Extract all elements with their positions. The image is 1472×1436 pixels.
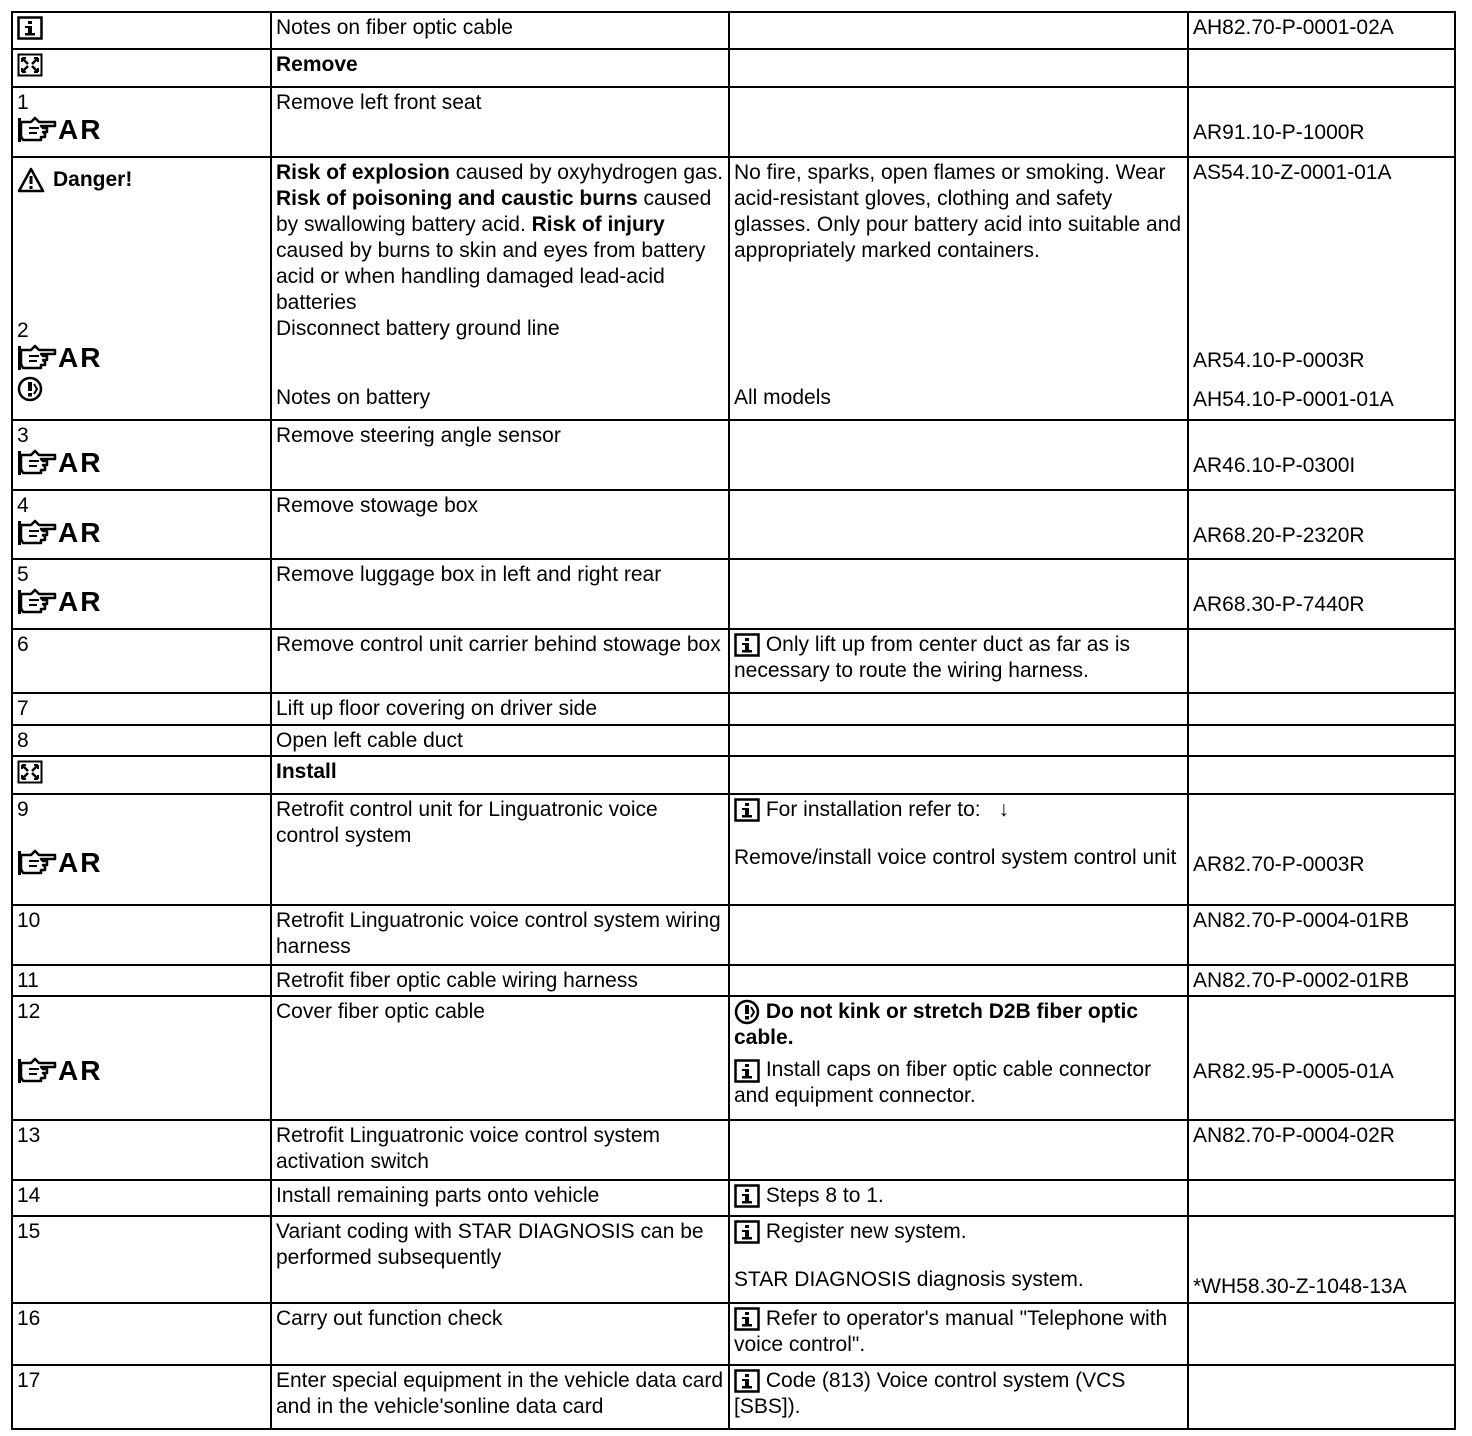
step-number: 8 — [12, 725, 271, 756]
reference-link[interactable]: AH54.10-P-0001-01A — [1193, 388, 1394, 411]
step-number: 7 — [12, 693, 271, 725]
table-row — [12, 12, 1455, 49]
ar-label: AR — [58, 586, 103, 617]
step-description: Lift up floor covering on driver side — [271, 693, 729, 725]
reference-link[interactable]: AR46.10-P-0300I — [1193, 454, 1356, 477]
danger-text: caused by swallowing battery acid. — [276, 187, 712, 236]
arrow-down-icon: ↓ — [998, 798, 1009, 821]
note-text: All models — [734, 386, 831, 409]
info-icon — [734, 633, 760, 657]
reference-link[interactable]: AR91.10-P-1000R — [1193, 121, 1365, 144]
step-number: 4 — [17, 494, 29, 517]
table-row — [12, 996, 1455, 1120]
danger-precautions: No fire, sparks, open flames or smoking. Wear acid-resistant gloves, clothing and safety glasses. Only pour battery acid into suitable and appropriately marked containers. — [734, 161, 1182, 262]
table-row — [12, 1216, 1455, 1303]
reference-link[interactable]: AN82.70-P-0004-02R — [1188, 1120, 1455, 1180]
step-number: 15 — [12, 1216, 271, 1303]
step-number: 17 — [12, 1365, 271, 1429]
table-row — [12, 1365, 1455, 1429]
info-icon — [734, 1220, 760, 1244]
tool-icon — [17, 53, 43, 77]
info-icon — [734, 1307, 760, 1331]
info-icon — [734, 1184, 760, 1208]
warning-text: Do not kink or stretch D2B fiber optic cable. — [734, 1000, 1139, 1050]
step-number: 14 — [12, 1180, 271, 1216]
note-text: Only lift up from center duct as far as is necessary to route the wiring harness. — [734, 633, 1130, 682]
reference-link[interactable]: AS54.10-Z-0001-01A — [1193, 161, 1392, 184]
step-description: Disconnect battery ground line — [276, 317, 560, 340]
danger-label: Danger! — [53, 168, 133, 191]
note-text: Install caps on fiber optic cable connector and equipment connector. — [734, 1058, 1152, 1108]
table-row — [12, 629, 1455, 693]
reference-link[interactable]: AN82.70-P-0002-01RB — [1188, 965, 1455, 996]
reference-link[interactable]: AH82.70-P-0001-02A — [1188, 12, 1455, 49]
info-icon — [734, 1059, 760, 1083]
table-row — [12, 157, 1455, 420]
step-description: Notes on battery — [276, 386, 431, 409]
step-description: Carry out function check — [271, 1303, 729, 1365]
table-row — [12, 1120, 1455, 1180]
step-description: Open left cable duct — [271, 725, 729, 756]
step-description: Retrofit Linguatronic voice control system activation switch — [271, 1120, 729, 1180]
note-text: Steps 8 to 1. — [765, 1184, 884, 1207]
hand-pointer-icon — [17, 849, 57, 877]
section-heading-install: Install — [271, 756, 729, 794]
hand-pointer-icon — [17, 344, 57, 372]
reference-link[interactable]: AR68.20-P-2320R — [1193, 524, 1365, 547]
step-number: 10 — [12, 905, 271, 965]
table-row — [12, 756, 1455, 794]
warning-circle-icon — [734, 999, 760, 1025]
info-icon — [734, 1369, 760, 1393]
reference-link[interactable]: AR68.30-P-7440R — [1193, 593, 1365, 616]
step-number: 11 — [12, 965, 271, 996]
step-number: 9 — [17, 798, 29, 821]
step-description: Variant coding with STAR DIAGNOSIS can be performed subsequently — [271, 1216, 729, 1303]
table-row — [12, 420, 1455, 490]
danger-risk-poisoning: Risk of poisoning and caustic burns — [276, 187, 638, 210]
note-text: For installation refer to: — [765, 798, 981, 821]
ar-label: AR — [58, 517, 103, 548]
hand-pointer-icon — [17, 116, 57, 144]
step-description: Remove control unit carrier behind stowage box — [271, 629, 729, 693]
step-description: Remove stowage box — [271, 490, 729, 559]
step-number: 5 — [17, 563, 29, 586]
info-icon — [734, 798, 760, 822]
ar-label: AR — [58, 114, 103, 145]
table-row — [12, 965, 1455, 996]
hand-pointer-icon — [17, 519, 57, 547]
reference-link[interactable]: AR82.95-P-0005-01A — [1193, 1060, 1394, 1083]
ar-label: AR — [58, 1055, 103, 1086]
reference-link[interactable]: AN82.70-P-0004-01RB — [1188, 905, 1455, 965]
step-description: Retrofit fiber optic cable wiring harness — [271, 965, 729, 996]
step-description: Install remaining parts onto vehicle — [271, 1180, 729, 1216]
hand-pointer-icon — [17, 1057, 57, 1085]
step-number: 2 — [17, 319, 29, 342]
table-row — [12, 1180, 1455, 1216]
note-text: STAR DIAGNOSIS diagnosis system. — [734, 1268, 1084, 1291]
note-text: Remove/install voice control system control unit — [734, 846, 1177, 869]
reference-link[interactable]: AR82.70-P-0003R — [1193, 853, 1365, 876]
step-number: 3 — [17, 424, 29, 447]
table-row — [12, 905, 1455, 965]
step-number: 6 — [12, 629, 271, 693]
table-row — [12, 794, 1455, 905]
note-text: Refer to operator's manual "Telephone with voice control". — [734, 1307, 1168, 1356]
step-description: Remove luggage box in left and right rear — [271, 559, 729, 629]
danger-risk-injury: Risk of injury — [531, 213, 665, 236]
step-description: Retrofit Linguatronic voice control system wiring harness — [271, 905, 729, 965]
step-number: 1 — [17, 91, 29, 114]
danger-text: caused by burns to skin and eyes from battery acid or when handling damaged lead-acid batteries — [276, 239, 706, 314]
table-row — [12, 1303, 1455, 1365]
table-row — [12, 693, 1455, 725]
table-row — [12, 725, 1455, 756]
danger-text: caused by oxyhydrogen gas. — [449, 161, 724, 184]
note-text: Register new system. — [765, 1220, 967, 1243]
step-description: Remove left front seat — [271, 87, 729, 157]
reference-link[interactable]: AR54.10-P-0003R — [1193, 349, 1365, 372]
table-row — [12, 87, 1455, 157]
step-number: 13 — [12, 1120, 271, 1180]
step-description: Remove steering angle sensor — [271, 420, 729, 490]
ar-label: AR — [58, 342, 103, 373]
table-row — [12, 490, 1455, 559]
ar-label: AR — [58, 847, 103, 878]
hand-pointer-icon — [17, 449, 57, 477]
table-row — [12, 559, 1455, 629]
warning-circle-icon — [17, 376, 43, 402]
step-description: Enter special equipment in the vehicle data card and in the vehicle'sonline data card — [271, 1365, 729, 1429]
table-row — [12, 49, 1455, 87]
tool-icon — [17, 760, 43, 784]
hand-pointer-icon — [17, 588, 57, 616]
reference-link[interactable]: *WH58.30-Z-1048-13A — [1193, 1275, 1407, 1298]
note-text: Code (813) Voice control system (VCS [SBS]). — [734, 1369, 1126, 1418]
section-heading-remove: Remove — [271, 49, 729, 87]
info-icon — [17, 16, 43, 40]
step-description: Retrofit control unit for Linguatronic voice control system — [271, 794, 729, 905]
step-description: Cover fiber optic cable — [271, 996, 729, 1120]
step-description: Notes on fiber optic cable — [271, 12, 729, 49]
procedure-table — [11, 11, 1456, 1430]
danger-risk-explosion: Risk of explosion — [276, 161, 450, 184]
ar-label: AR — [58, 447, 103, 478]
step-number: 12 — [17, 1000, 41, 1023]
danger-triangle-icon — [17, 167, 45, 193]
step-number: 16 — [12, 1303, 271, 1365]
